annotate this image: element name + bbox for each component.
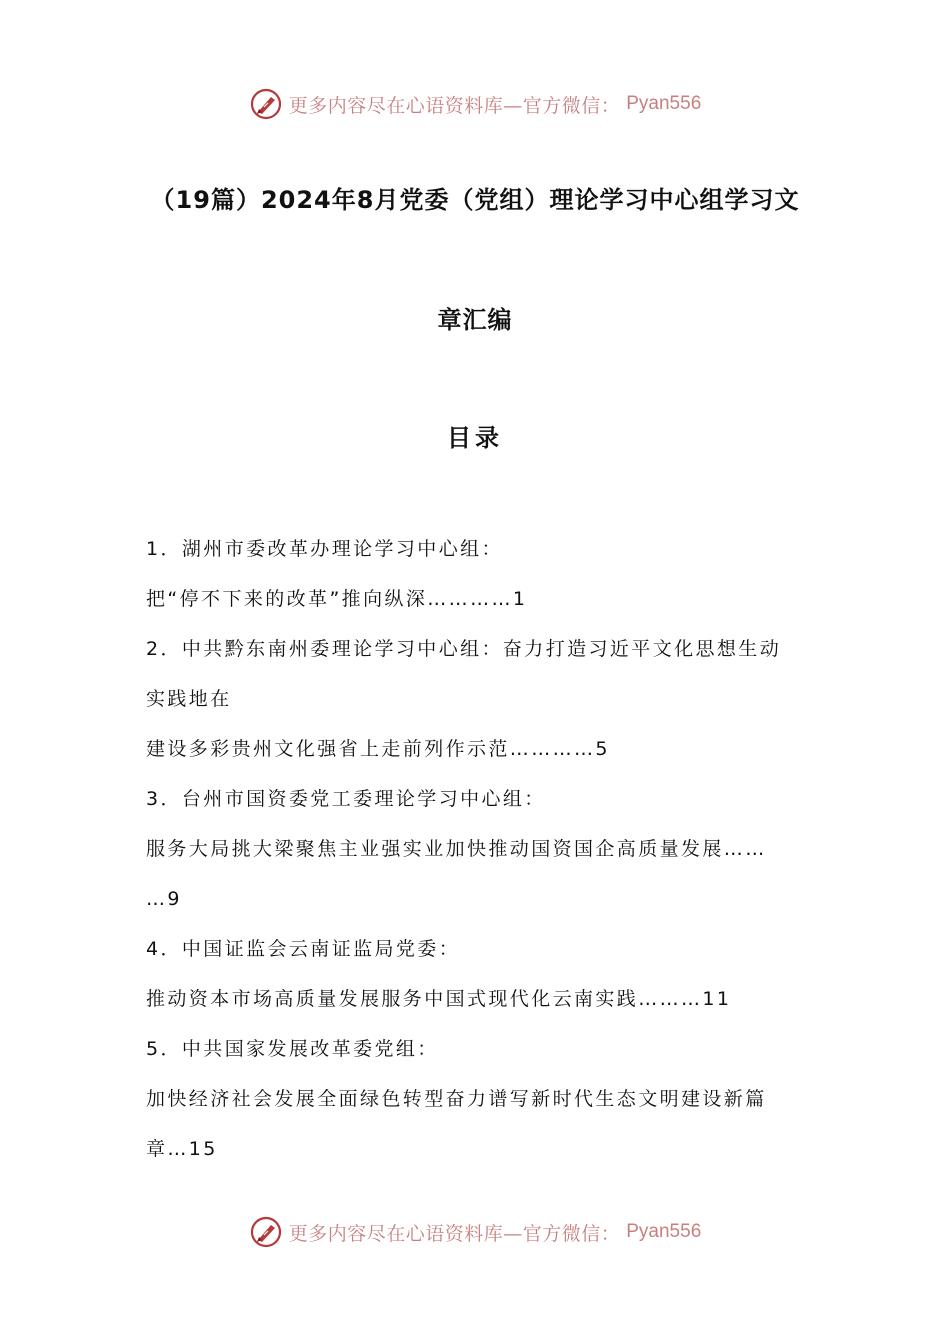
watermark-text: 更多内容尽在心语资料库—官方微信： [288, 1222, 621, 1245]
toc-line: 建设多彩贵州文化强省上走前列作示范…………5 [146, 738, 610, 760]
toc-line: 2．中共黔东南州委理论学习中心组：奋力打造习近平文化思想生动 [146, 638, 782, 660]
toc-line: 5．中共国家发展改革委党组： [146, 1038, 439, 1060]
watermark-text: 更多内容尽在心语资料库—官方微信： [288, 94, 621, 117]
toc-line: 把“停不下来的改革”推向纵深…………1 [146, 588, 528, 610]
toc-line: 服务大局挑大梁聚焦主业强实业加快推动国资国企高质量发展…… [146, 838, 767, 860]
toc-line: 推动资本市场高质量发展服务中国式现代化云南实践………11 [146, 988, 732, 1010]
toc-line: 实践地在 [146, 688, 232, 710]
pen-nib-icon [249, 1215, 283, 1249]
toc-line: 章…15 [146, 1138, 218, 1160]
watermark-content [249, 87, 702, 121]
watermark-content [249, 1215, 702, 1249]
document-title-line-2: 章汇编 [437, 306, 513, 334]
watermark-wechat-id: Pyan556 [626, 93, 702, 114]
toc-line: 1．湖州市委改革办理论学习中心组： [146, 538, 503, 560]
toc-line: 加快经济社会发展全面绿色转型奋力谱写新时代生态文明建设新篇 [146, 1088, 767, 1110]
toc-line: …9 [146, 888, 182, 910]
pen-nib-icon [249, 87, 283, 121]
toc-heading: 目录 [447, 424, 503, 452]
footer-watermark [0, 1212, 950, 1252]
header-watermark [0, 84, 950, 124]
toc-line: 3．台州市国资委党工委理论学习中心组： [146, 788, 546, 810]
toc-line: 4．中国证监会云南证监局党委： [146, 938, 461, 960]
document-title-line-1: （19篇）2024年8月党委（党组）理论学习中心组学习文 [150, 186, 800, 214]
watermark-wechat-id: Pyan556 [626, 1221, 702, 1242]
